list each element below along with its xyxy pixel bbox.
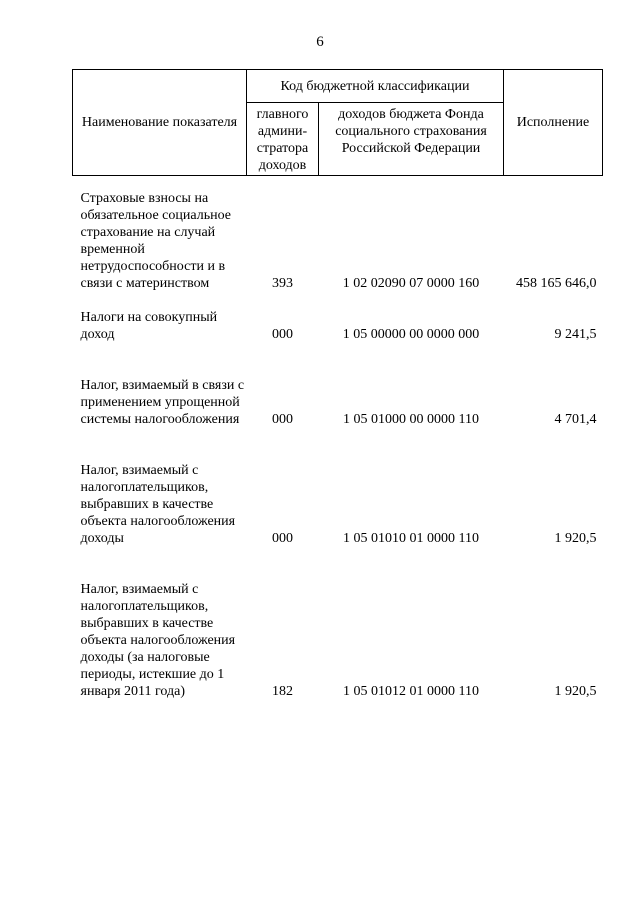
row-indicator-name: Налог, взимаемый с налогоплательщиков, выбравших в качестве объекта налогообложения доходы (за налоговые периоды, истекшие до 1 января 2011 года) <box>80 582 236 699</box>
row-execution-amount: 1 920,5 <box>554 531 597 546</box>
row-indicator-name: Страховые взносы на обязательное социальное страхование на случай временной нетрудоспособности и в связи с материнством <box>80 191 231 291</box>
row-execution-amount: 9 241,5 <box>554 327 597 342</box>
row-execution-amount: 1 920,5 <box>554 684 597 699</box>
header-execution: Исполнение <box>504 70 603 176</box>
table-row <box>73 360 603 428</box>
row-budget-code: 1 05 01012 01 0000 110 <box>343 684 479 699</box>
row-admin-code: 000 <box>272 327 293 342</box>
row-budget-code: 1 02 02090 07 0000 160 <box>342 276 480 291</box>
row-indicator-name: Налог, взимаемый с налогоплательщиков, выбравших в качестве объекта налогообложения доходы <box>80 463 236 546</box>
header-budget-classification-code: Код бюджетной классификации <box>247 70 504 103</box>
header-indicator-name: Наименование показателя <box>73 70 247 176</box>
budget-revenue-table <box>72 69 603 700</box>
row-budget-code: 1 05 01000 00 0000 110 <box>343 412 479 427</box>
row-admin-code: 393 <box>272 276 293 291</box>
row-execution-amount: 458 165 646,0 <box>516 276 597 291</box>
row-execution-amount: 4 701,4 <box>554 412 597 427</box>
header-main-administrator: главного админи-стратора доходов <box>247 103 319 176</box>
table-row <box>73 176 603 293</box>
table-row <box>73 445 603 547</box>
page-number: 6 <box>316 34 324 50</box>
header-fund-revenue: доходов бюджета Фонда социального страхования Российской Федерации <box>319 103 504 176</box>
row-budget-code: 1 05 01010 01 0000 110 <box>343 531 479 546</box>
row-admin-code: 000 <box>272 531 293 546</box>
table-row <box>73 309 603 343</box>
row-admin-code: 000 <box>272 412 293 427</box>
row-indicator-name: Налоги на совокупный доход <box>80 310 218 342</box>
table-row <box>73 564 603 700</box>
row-budget-code: 1 05 00000 00 0000 000 <box>342 327 480 342</box>
row-indicator-name: Налог, взимаемый в связи с применением упрощенной системы налогообложения <box>80 378 245 427</box>
row-admin-code: 182 <box>272 684 293 699</box>
